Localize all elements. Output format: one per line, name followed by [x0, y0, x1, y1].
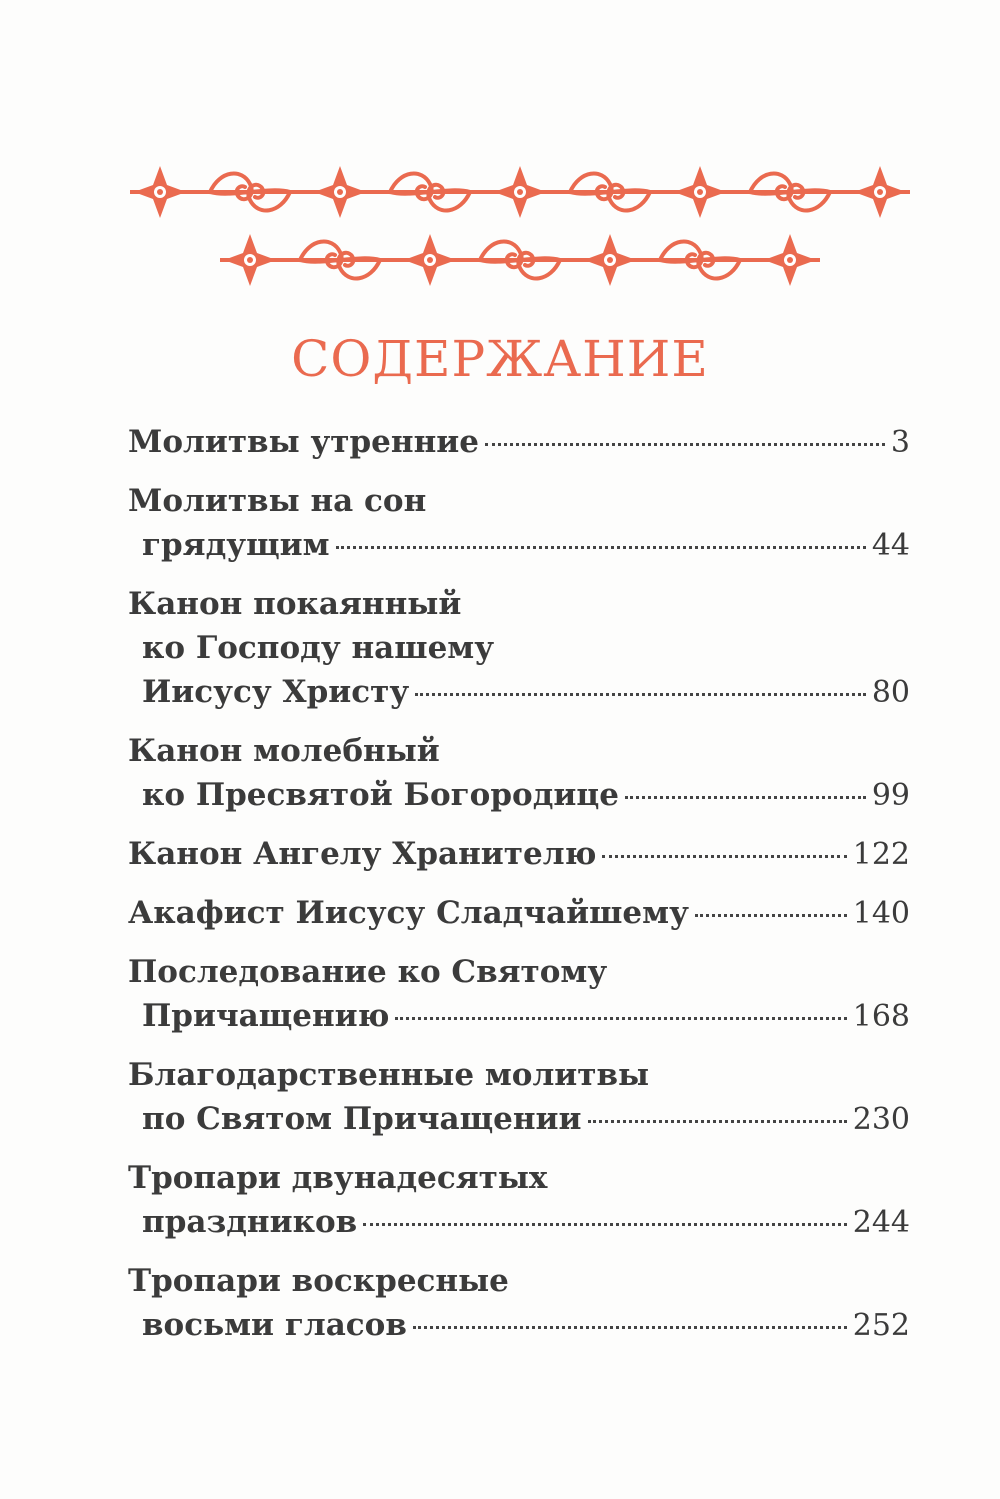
toc-entry-title: Канон покаянный [128, 586, 462, 622]
floral-border-ornament-icon [120, 150, 920, 300]
toc-entry-title-cont: Иисусу Христу [142, 674, 410, 710]
toc-entry-title-cont: праздников [142, 1204, 358, 1240]
dot-leader [695, 914, 847, 917]
dot-leader [413, 1326, 847, 1329]
toc-entry-title: Канон Ангелу Хранителю [128, 836, 597, 872]
dot-leader [415, 693, 866, 696]
toc-page-number: 252 [852, 1308, 910, 1343]
dot-leader [602, 855, 846, 858]
toc-page-number: 80 [871, 675, 910, 710]
toc-entry[interactable] [128, 729, 910, 818]
dot-leader [395, 1017, 846, 1020]
toc-page-number: 168 [852, 999, 910, 1034]
toc-entry-title: Благодарственные молитвы [128, 1057, 650, 1093]
toc-entry-title: Акафист Иисусу Сладчайшему [128, 895, 689, 931]
toc-page-number: 3 [890, 425, 910, 460]
toc-entry-title: Молитвы на сон [128, 483, 427, 519]
toc-entry-title-cont: грядущим [142, 527, 330, 563]
toc-entry[interactable] [128, 891, 910, 936]
toc-entry-title: Тропари двунадесятых [128, 1160, 548, 1196]
page-title: СОДЕРЖАНИЕ [291, 330, 709, 388]
toc-page-number: 140 [852, 896, 910, 931]
toc-entry[interactable] [128, 1259, 910, 1348]
toc-entry-title-cont: восьми гласов [142, 1307, 407, 1343]
toc-page-number: 230 [852, 1102, 910, 1137]
toc-page-number: 244 [852, 1205, 910, 1240]
toc-entry[interactable] [128, 1156, 910, 1245]
dot-leader [336, 546, 866, 549]
toc-entry[interactable] [128, 832, 910, 877]
toc-entry[interactable] [128, 582, 910, 715]
toc-page-number: 44 [871, 528, 910, 563]
toc-entry-title-cont: по Святом Причащении [142, 1101, 582, 1137]
toc-page-number: 99 [871, 778, 910, 813]
toc-entry-title: Канон молебный [128, 733, 440, 769]
dot-leader [588, 1120, 847, 1123]
toc-entry-title: Тропари воскресные [128, 1263, 509, 1299]
toc-entry-title: Последование ко Святому [128, 954, 608, 990]
toc-entry[interactable] [128, 950, 910, 1039]
toc-entry[interactable] [128, 420, 910, 465]
toc-page-number: 122 [852, 837, 910, 872]
toc-entry-title-cont: ко Господу нашему [142, 630, 495, 666]
table-of-contents [128, 420, 910, 1348]
dot-leader [625, 796, 866, 799]
dot-leader [485, 443, 885, 446]
toc-entry-title-cont: ко Пресвятой Богородице [142, 777, 619, 813]
dot-leader [363, 1223, 847, 1226]
toc-entry[interactable] [128, 479, 910, 568]
toc-entry-title: Молитвы утренние [128, 424, 480, 460]
toc-entry[interactable] [128, 1053, 910, 1142]
toc-entry-title-cont: Причащению [142, 998, 390, 1034]
